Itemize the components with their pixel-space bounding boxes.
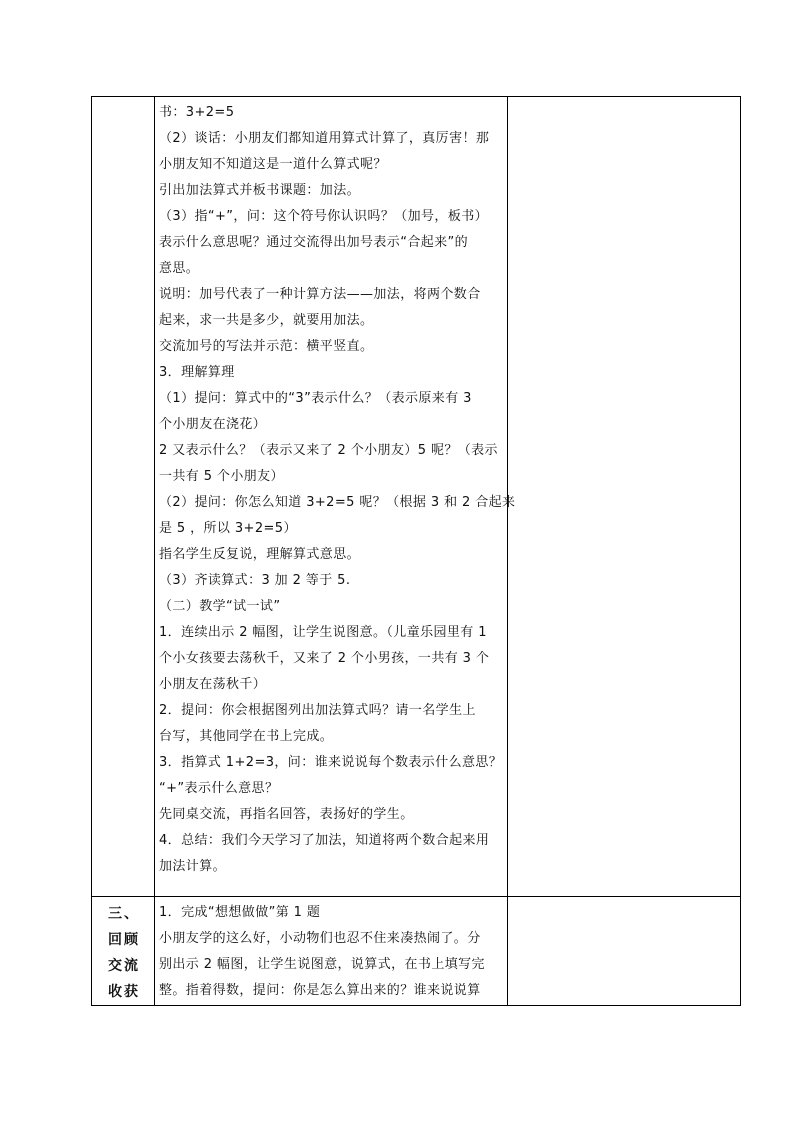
table-bottom-border: [91, 1005, 740, 1006]
stage-title-line: 收获: [108, 984, 140, 1000]
text-line: 加法计算。: [159, 859, 227, 874]
text-line: （3）指“+”，问：这个符号你认识吗？（加号，板书）: [159, 209, 489, 224]
table-top-border: [91, 96, 740, 97]
text-line: （1）提问：算式中的“3”表示什么？（表示原来有 3: [159, 391, 472, 406]
text-line: 台写，其他同学在书上完成。: [159, 729, 334, 744]
section-heading: （二）教学“试一试”: [159, 599, 281, 614]
text-line: 个小朋友在浇花）: [159, 417, 267, 432]
text-line: 指名学生反复说，理解算式意思。: [159, 547, 361, 562]
text-line: 2 又表示什么？（表示又来了 2 个小朋友）5 呢？（表示: [159, 443, 498, 458]
text-line: 小朋友学的这么好，小动物们也忍不住来凑热闹了。分: [159, 931, 481, 946]
text-line: 个小女孩要去荡秋千，又来了 2 个小男孩，一共有 3 个: [159, 651, 490, 666]
text-line: 1．连续出示 2 幅图，让学生说图意。（儿童乐园里有 1: [159, 625, 487, 640]
text-line: 表示什么意思呢？通过交流得出加号表示“合起来”的: [159, 235, 469, 250]
text-line: 1．完成“想想做做”第 1 题: [159, 905, 321, 920]
text-line: 引出加法算式并板书课题：加法。: [159, 183, 361, 198]
text-line: 意思。: [159, 261, 200, 276]
table-left-border: [91, 96, 92, 1006]
text-line: 小朋友知不知道这是一道什么算式呢？: [159, 157, 387, 172]
text-line: 是 5 ，所以 3+2=5）: [159, 521, 297, 536]
text-line: 别出示 2 幅图，让学生说图意，说算式，在书上填写完: [159, 957, 485, 972]
text-line: （2）谈话：小朋友们都知道用算式计算了，真厉害！那: [159, 131, 490, 146]
text-line: 3．指算式 1+2=3，问：谁来说说每个数表示什么意思？: [159, 755, 503, 770]
text-line: 说明：加号代表了一种计算方法——加法，将两个数合: [159, 287, 481, 302]
section-heading: 3．理解算理: [159, 365, 235, 380]
text-line: 起来，求一共是多少，就要用加法。: [159, 313, 374, 328]
text-line: 书：3+2=5: [159, 105, 235, 120]
text-line: （3）齐读算式：3 加 2 等于 5.: [159, 573, 351, 588]
text-line: （2）提问：你怎么知道 3+2=5 呢？（根据 3 和 2 合起来: [159, 495, 516, 510]
text-line: 一共有 5 个小朋友）: [159, 469, 284, 484]
stage-number: 三、: [108, 906, 140, 922]
text-line: 4．总结：我们今天学习了加法，知道将两个数合起来用: [159, 833, 490, 848]
stage-title-line: 回顾: [108, 932, 140, 948]
text-line: 小朋友在荡秋千）: [159, 677, 267, 692]
column-divider-2: [507, 96, 508, 1006]
text-line: 2．提问：你会根据图列出加法算式吗？请一名学生上: [159, 703, 476, 718]
stage-title-line: 交流: [108, 958, 140, 974]
column-divider-1: [154, 96, 155, 1006]
row-divider: [91, 896, 740, 897]
table-right-border: [740, 96, 741, 1006]
text-line: 整。指着得数，提问：你是怎么算出来的？谁来说说算: [159, 983, 481, 998]
text-line: 先同桌交流，再指名回答，表扬好的学生。: [159, 807, 414, 822]
text-line: 交流加号的写法并示范：横平竖直。: [159, 339, 374, 354]
text-line: “+”表示什么意思？: [159, 781, 279, 796]
